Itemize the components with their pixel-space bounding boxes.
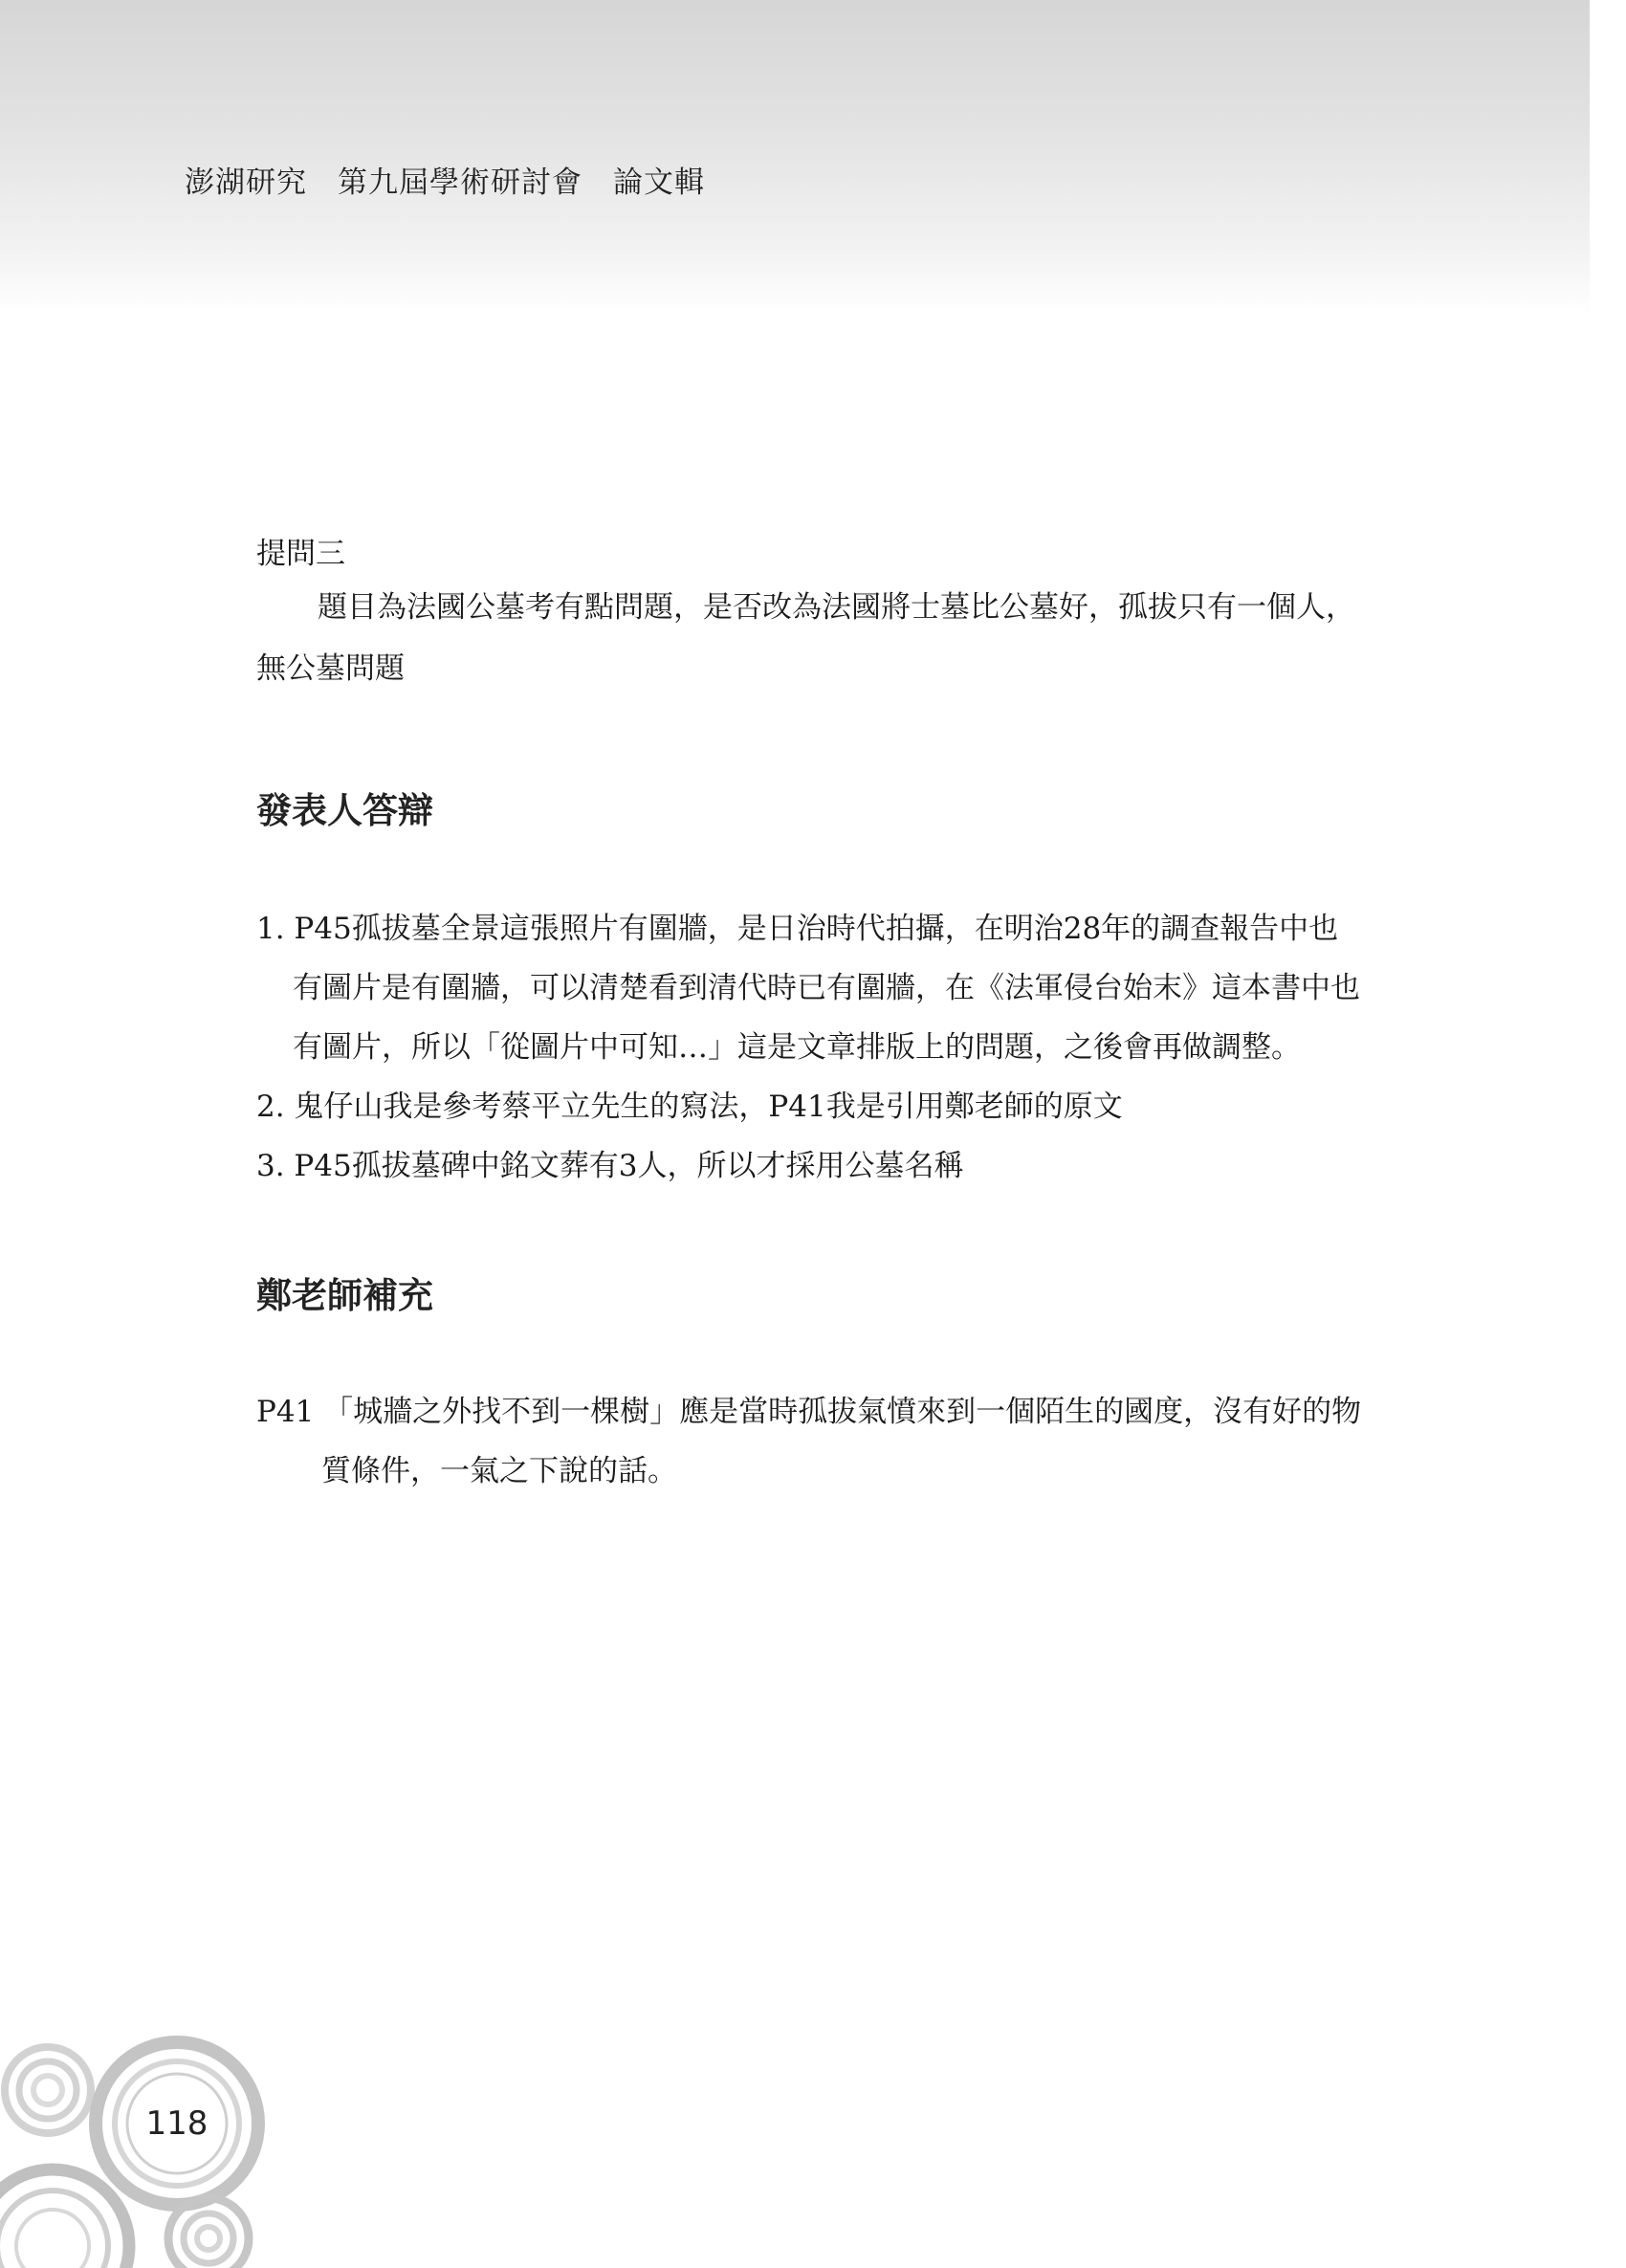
page-edge (1590, 0, 1626, 2268)
supplement-text: P41 「城牆之外找不到一棵樹」應是當時孤拔氣憤來到一個陌生的國度，沒有好的物質條件，一氣之下說的話。 (256, 1395, 1362, 1488)
response-item: 2. 鬼仔山我是參考蔡平立先生的寫法，P41我是引用鄭老師的原文 (256, 1090, 1123, 1124)
response-item: 1. P45孤拔墓全景這張照片有圍牆，是日治時代拍攝，在明治28年的調查報告中也有圖片是有圍牆，可以清楚看到清代時已有圍牆，在《法軍侵台始末》這本書中也有圖片，所以「從圖片中可知…」這是文章排版上的問題，之後會再做調整。 (256, 912, 1360, 1065)
response-list (256, 899, 1366, 1196)
running-head: 澎湖研究 第九屆學術研討會 論文輯 (185, 165, 705, 200)
main-content (256, 531, 1366, 1530)
page-number: 118 (145, 2104, 209, 2143)
response-heading: 發表人答辯 (256, 790, 433, 831)
response-item: 3. P45孤拔墓碑中銘文葬有3人，所以才採用公墓名稱 (256, 1149, 964, 1183)
question-label: 提問三 (256, 537, 345, 571)
supplement-heading: 鄭老師補充 (256, 1275, 433, 1316)
question-text: 題目為法國公墓考有點問題，是否改為法國將士墓比公墓好，孤拔只有一個人，無公墓問題 (256, 590, 1355, 686)
concentric-circles-decoration (0, 2028, 268, 2268)
